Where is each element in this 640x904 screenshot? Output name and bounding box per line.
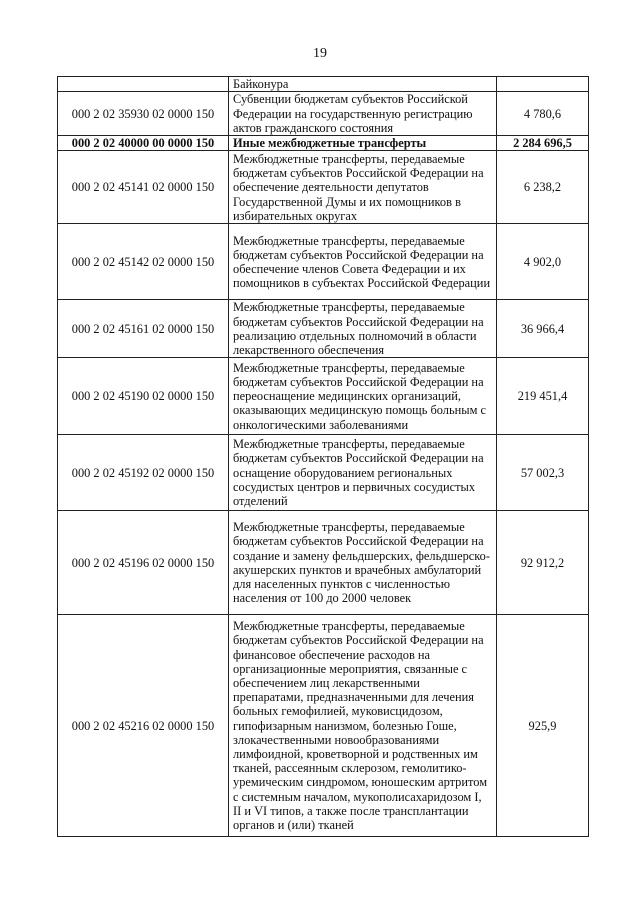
row-amount-cell: 92 912,2 xyxy=(497,511,589,615)
row-name-cell: Межбюджетные трансферты, передаваемые бюджетам субъектов Российской Федерации на финансовое обеспечение расходов на организационные мероприятия, связанные с обеспечением лиц лекарственными препаратами, предназначенными для лечения больных гемофилией, муковисцидозом, гипофизарным нанизмом, болезнью Гоше, злокачественными новообразованиями лимфоидной, кроветворной и родственных им тканей, рассеянным склерозом, гемолитико-уремическим синдромом, юношеским артритом с системным началом, мукополисахаридозом I, II и VI типов, а также после трансплантации органов и (или) тканей xyxy=(229,615,497,837)
table-row xyxy=(58,435,589,511)
row-amount-cell: 6 238,2 xyxy=(497,151,589,224)
row-code-cell: 000 2 02 45161 02 0000 150 xyxy=(58,300,229,358)
row-code-cell xyxy=(58,77,229,92)
row-amount-cell: 2 284 696,5 xyxy=(497,136,589,151)
table-row xyxy=(58,92,589,136)
row-code-cell: 000 2 02 45141 02 0000 150 xyxy=(58,151,229,224)
row-code-cell: 000 2 02 45142 02 0000 150 xyxy=(58,224,229,300)
table-row xyxy=(58,511,589,615)
table-row xyxy=(58,300,589,358)
row-amount-cell: 4 780,6 xyxy=(497,92,589,136)
table-row xyxy=(58,151,589,224)
row-amount-cell: 4 902,0 xyxy=(497,224,589,300)
row-name-cell: Межбюджетные трансферты, передаваемые бюджетам субъектов Российской Федерации на переоснащение медицинских организаций, оказывающих медицинскую помощь больным с онкологическими заболеваниями xyxy=(229,358,497,435)
row-name-cell: Межбюджетные трансферты, передаваемые бюджетам субъектов Российской Федерации на реализацию отдельных полномочий в области лекарственного обеспечения xyxy=(229,300,497,358)
row-amount-cell xyxy=(497,77,589,92)
row-code-cell: 000 2 02 45216 02 0000 150 xyxy=(58,615,229,837)
row-name-cell: Межбюджетные трансферты, передаваемые бюджетам субъектов Российской Федерации на оснащение оборудованием региональных сосудистых центров и первичных сосудистых отделений xyxy=(229,435,497,511)
row-amount-cell: 57 002,3 xyxy=(497,435,589,511)
page-number: 19 xyxy=(313,46,327,61)
row-name-cell: Межбюджетные трансферты, передаваемые бюджетам субъектов Российской Федерации на обеспечение деятельности депутатов Государственной Думы и их помощников в избирательных округах xyxy=(229,151,497,224)
row-code-cell: 000 2 02 40000 00 0000 150 xyxy=(58,136,229,151)
row-code-cell: 000 2 02 35930 02 0000 150 xyxy=(58,92,229,136)
table-body xyxy=(58,77,589,837)
row-name-cell: Иные межбюджетные трансферты xyxy=(229,136,497,151)
table-row xyxy=(58,615,589,837)
row-name-cell: Субвенции бюджетам субъектов Российской Федерации на государственную регистрацию актов гражданского состояния xyxy=(229,92,497,136)
row-amount-cell: 219 451,4 xyxy=(497,358,589,435)
row-amount-cell: 36 966,4 xyxy=(497,300,589,358)
row-name-cell: Байконура xyxy=(229,77,497,92)
row-name-cell: Межбюджетные трансферты, передаваемые бюджетам субъектов Российской Федерации на обеспечение членов Совета Федерации и их помощников в субъектах Российской Федерации xyxy=(229,224,497,300)
budget-revenue-table xyxy=(57,76,589,837)
table-row xyxy=(58,77,589,92)
row-code-cell: 000 2 02 45190 02 0000 150 xyxy=(58,358,229,435)
row-amount-cell: 925,9 xyxy=(497,615,589,837)
row-code-cell: 000 2 02 45196 02 0000 150 xyxy=(58,511,229,615)
table-row xyxy=(58,224,589,300)
table-row xyxy=(58,136,589,151)
row-code-cell: 000 2 02 45192 02 0000 150 xyxy=(58,435,229,511)
table-row xyxy=(58,358,589,435)
row-name-cell: Межбюджетные трансферты, передаваемые бюджетам субъектов Российской Федерации на создание и замену фельдшерских, фельдшерско-акушерских пунктов и врачебных амбулаторий для населенных пунктов с численностью населения от 100 до 2000 человек xyxy=(229,511,497,615)
